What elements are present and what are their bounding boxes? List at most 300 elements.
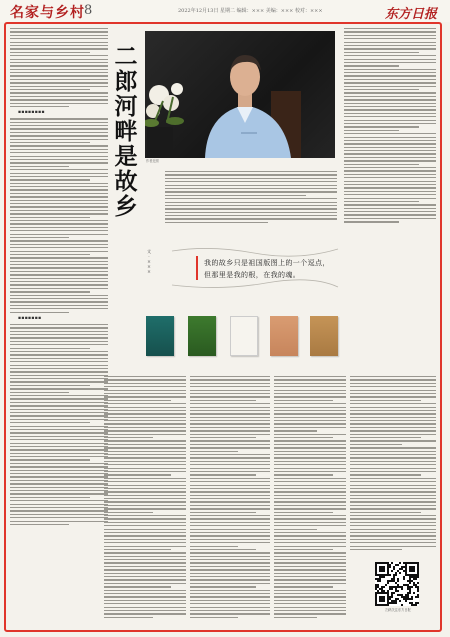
- text-line: [10, 31, 108, 32]
- text-line: [104, 579, 186, 580]
- text-line: [350, 383, 436, 384]
- text-line: [350, 546, 436, 547]
- text-line: [274, 386, 346, 387]
- text-line: [350, 488, 436, 489]
- title-char: 故: [114, 168, 138, 195]
- text-line: [10, 378, 108, 379]
- text-line: [10, 183, 108, 184]
- text-line: [104, 583, 186, 584]
- title-char: 郎: [114, 68, 138, 95]
- author-photo: [145, 31, 335, 158]
- text-line: [10, 156, 108, 157]
- flower-vase-icon: [145, 83, 184, 158]
- text-line: [350, 468, 436, 469]
- text-line: [10, 365, 108, 366]
- text-line: [104, 468, 186, 469]
- article-title: [113, 44, 139, 219]
- text-line: [344, 204, 436, 205]
- text-line: [274, 583, 346, 584]
- text-line: [104, 379, 186, 380]
- text-line: [10, 210, 108, 211]
- text-line: [274, 468, 346, 469]
- text-line: [350, 396, 436, 397]
- text-line: [274, 491, 346, 492]
- text-line: [274, 400, 333, 401]
- text-line: [10, 223, 108, 224]
- text-line: [350, 420, 436, 421]
- text-line: [274, 440, 346, 441]
- text-line: [10, 334, 108, 335]
- text-line: [10, 412, 108, 413]
- text-line: [10, 324, 108, 325]
- text-line: [190, 579, 270, 580]
- text-line: [344, 42, 436, 43]
- text-line: [10, 473, 108, 474]
- text-line: [190, 559, 270, 560]
- text-line: [274, 379, 346, 380]
- text-line: [344, 143, 436, 144]
- text-line: [104, 454, 186, 455]
- text-line: [274, 562, 346, 563]
- text-line: [104, 559, 186, 560]
- text-line: [10, 230, 108, 231]
- text-line: [190, 390, 270, 391]
- text-line: [10, 371, 108, 372]
- text-line: [10, 375, 108, 376]
- text-block: [10, 324, 108, 525]
- text-line: [274, 427, 346, 428]
- text-line: [10, 82, 108, 83]
- text-line: [190, 468, 270, 469]
- text-line: [104, 562, 186, 563]
- text-line: [10, 344, 108, 345]
- text-line: [10, 28, 108, 29]
- text-line: [10, 203, 108, 204]
- text-line: [104, 508, 186, 509]
- text-line: [190, 617, 238, 618]
- section-subheading: ▪▪▪▪▪▪▪: [18, 315, 42, 321]
- text-line: [274, 505, 346, 506]
- text-line: [350, 403, 436, 404]
- text-line: [274, 522, 346, 523]
- text-line: [10, 514, 108, 515]
- text-line: [350, 447, 436, 448]
- text-line: [274, 390, 346, 391]
- text-line: [10, 392, 69, 393]
- text-line: [165, 215, 337, 216]
- text-line: [190, 529, 270, 530]
- text-line: [190, 481, 270, 482]
- text-line: [10, 341, 108, 342]
- text-line: [274, 593, 346, 594]
- text-line: [274, 410, 346, 411]
- text-line: [104, 430, 186, 431]
- text-line: [104, 512, 153, 513]
- text-line: [104, 566, 186, 567]
- text-line: [350, 437, 421, 438]
- text-line: [344, 153, 436, 154]
- text-line: [274, 559, 346, 560]
- text-line: [10, 385, 90, 386]
- text-line: [190, 410, 270, 411]
- text-line: [190, 576, 270, 577]
- text-line: [165, 205, 337, 206]
- text-line: [10, 517, 108, 518]
- article-intro: [165, 171, 337, 225]
- text-line: [190, 457, 270, 458]
- text-line: [104, 603, 186, 604]
- text-line: [350, 461, 436, 462]
- text-line: [350, 478, 436, 479]
- text-line: [344, 82, 436, 83]
- text-line: [274, 451, 346, 452]
- pull-quote-line: 但那里是我的根，在我的魂。: [204, 271, 301, 279]
- text-line: [350, 434, 436, 435]
- text-line: [190, 512, 256, 513]
- text-line: [190, 495, 270, 496]
- text-line: [10, 179, 90, 180]
- section-title: 名家与乡村: [10, 5, 85, 21]
- text-line: [10, 38, 108, 39]
- body-text-column: [274, 376, 346, 626]
- text-line: [274, 407, 346, 408]
- newspaper-masthead: 东方日报: [385, 7, 438, 22]
- text-line: [190, 464, 270, 465]
- text-line: [10, 135, 108, 136]
- text-line: [344, 157, 436, 158]
- text-line: [274, 383, 346, 384]
- text-line: [274, 413, 346, 414]
- text-line: [10, 257, 108, 258]
- text-line: [10, 439, 108, 440]
- text-line: [165, 181, 337, 182]
- text-line: [350, 410, 436, 411]
- text-line: [10, 62, 108, 63]
- byline-char: ×: [147, 270, 151, 275]
- text-line: [350, 423, 436, 424]
- text-line: [104, 417, 186, 418]
- text-line: [10, 149, 108, 150]
- text-line: [274, 488, 346, 489]
- text-line: [165, 212, 337, 213]
- text-line: [274, 546, 346, 547]
- text-block: [10, 28, 108, 107]
- text-line: [165, 195, 306, 196]
- text-line: [274, 420, 346, 421]
- text-line: [190, 430, 270, 431]
- text-line: [344, 123, 436, 124]
- text-line: [190, 491, 270, 492]
- text-line: [165, 208, 337, 209]
- text-line: [350, 535, 436, 536]
- text-line: [190, 403, 270, 404]
- text-line: [104, 532, 186, 533]
- text-line: [350, 529, 436, 530]
- title-char: 二: [114, 43, 138, 70]
- text-line: [104, 495, 186, 496]
- text-line: [104, 461, 186, 462]
- text-line: [350, 471, 436, 472]
- text-line: [10, 176, 108, 177]
- text-line: [104, 485, 186, 486]
- text-line: [10, 278, 108, 279]
- text-line: [10, 395, 108, 396]
- text-line: [104, 403, 186, 404]
- title-char: 河: [114, 93, 138, 120]
- text-line: [10, 162, 108, 163]
- text-line: [104, 586, 171, 587]
- text-line: [274, 566, 346, 567]
- text-line: [10, 206, 108, 207]
- text-line: [104, 410, 186, 411]
- text-line: [344, 69, 436, 70]
- text-line: [10, 281, 108, 282]
- text-line: [274, 532, 346, 533]
- text-line: [10, 59, 108, 60]
- text-line: [10, 419, 108, 420]
- text-line: [104, 549, 171, 550]
- text-line: [10, 398, 108, 399]
- text-line: [104, 423, 186, 424]
- text-line: [190, 396, 270, 397]
- text-line: [10, 173, 108, 174]
- text-line: [190, 417, 270, 418]
- text-line: [344, 120, 436, 121]
- photo-caption: 作者近照: [146, 159, 159, 163]
- text-line: [104, 427, 186, 428]
- text-line: [104, 501, 186, 502]
- text-line: [274, 437, 333, 438]
- text-line: [104, 573, 186, 574]
- book-cover: [188, 316, 216, 356]
- text-line: [104, 539, 186, 540]
- text-line: [104, 552, 186, 553]
- text-line: [274, 613, 346, 614]
- text-line: [344, 79, 436, 80]
- text-line: [104, 437, 153, 438]
- text-line: [104, 515, 186, 516]
- text-line: [344, 147, 436, 148]
- text-line: [10, 237, 69, 238]
- text-line: [10, 429, 108, 430]
- text-line: [350, 444, 402, 445]
- text-line: [165, 171, 337, 172]
- text-line: [350, 379, 436, 380]
- text-line: [104, 576, 186, 577]
- text-line: [190, 518, 270, 519]
- text-line: [190, 542, 270, 543]
- text-line: [104, 471, 186, 472]
- text-line: [344, 218, 436, 219]
- text-line: [344, 174, 436, 175]
- text-line: [104, 546, 186, 547]
- text-line: [344, 89, 419, 90]
- text-line: [104, 474, 171, 475]
- text-line: [10, 487, 108, 488]
- text-line: [190, 407, 270, 408]
- text-line: [165, 198, 337, 199]
- text-line: [350, 532, 436, 533]
- text-line: [10, 166, 69, 167]
- text-line: [104, 569, 186, 570]
- quote-accent-bar: [196, 256, 198, 280]
- text-line: [274, 485, 346, 486]
- text-line: [10, 106, 69, 107]
- text-line: [10, 86, 108, 87]
- text-line: [344, 170, 436, 171]
- text-line: [350, 390, 436, 391]
- text-line: [344, 137, 436, 138]
- text-line: [190, 532, 270, 533]
- text-line: [350, 454, 436, 455]
- text-line: [190, 583, 270, 584]
- text-line: [344, 86, 436, 87]
- text-line: [10, 284, 108, 285]
- text-line: [104, 464, 186, 465]
- text-line: [350, 498, 436, 499]
- text-line: [190, 549, 256, 550]
- text-line: [350, 464, 436, 465]
- text-line: [344, 116, 436, 117]
- page-header: [0, 0, 450, 22]
- text-line: [350, 417, 436, 418]
- text-line: [190, 437, 256, 438]
- text-line: [190, 613, 270, 614]
- article-byline: [146, 250, 152, 275]
- text-line: [274, 579, 346, 580]
- text-line: [10, 42, 108, 43]
- text-line: [165, 222, 268, 223]
- text-line: [190, 434, 270, 435]
- text-line: [344, 62, 436, 63]
- text-line: [350, 481, 436, 482]
- text-line: [190, 556, 270, 557]
- text-line: [274, 525, 346, 526]
- text-line: [10, 348, 90, 349]
- text-line: [350, 539, 436, 540]
- text-line: [344, 99, 436, 100]
- body-text-column: [190, 376, 270, 626]
- text-line: [274, 481, 346, 482]
- text-line: [274, 617, 317, 618]
- text-line: [274, 539, 346, 540]
- text-line: [190, 586, 256, 587]
- text-line: [10, 45, 108, 46]
- text-line: [344, 150, 436, 151]
- text-line: [10, 240, 108, 241]
- header-meta: 2022年12月13日 星期二 编辑：××× 美编：××× 校对：×××: [178, 8, 323, 14]
- text-line: [104, 529, 186, 530]
- book-covers: [146, 316, 341, 356]
- text-line: [10, 305, 108, 306]
- text-line: [350, 522, 436, 523]
- text-line: [190, 420, 270, 421]
- text-line: [344, 191, 436, 192]
- text-line: [344, 211, 436, 212]
- text-line: [190, 393, 270, 394]
- text-line: [10, 463, 108, 464]
- text-line: [344, 194, 436, 195]
- text-line: [104, 376, 186, 377]
- text-line: [10, 521, 108, 522]
- text-line: [10, 312, 69, 313]
- text-line: [10, 422, 90, 423]
- text-line: [104, 386, 186, 387]
- text-line: [344, 133, 436, 134]
- text-line: [344, 201, 419, 202]
- text-line: [10, 500, 108, 501]
- text-line: [10, 159, 108, 160]
- text-line: [190, 454, 270, 455]
- text-line: [10, 432, 108, 433]
- text-line: [104, 617, 153, 618]
- text-line: [10, 247, 108, 248]
- text-line: [10, 89, 90, 90]
- section-subheading: ▪▪▪▪▪▪▪▪: [18, 110, 45, 116]
- text-line: [274, 447, 346, 448]
- text-line: [274, 501, 346, 502]
- text-line: [104, 525, 186, 526]
- text-line: [274, 512, 333, 513]
- text-line: [274, 403, 346, 404]
- text-line: [10, 254, 90, 255]
- text-line: [10, 193, 108, 194]
- text-line: [10, 415, 108, 416]
- text-line: [10, 189, 108, 190]
- text-line: [190, 600, 270, 601]
- qr-caption: 扫码关注东方日报: [385, 608, 411, 612]
- text-line: [190, 535, 270, 536]
- text-line: [104, 393, 186, 394]
- text-line: [104, 556, 186, 557]
- text-line: [344, 130, 399, 131]
- text-line: [10, 234, 108, 235]
- text-line: [10, 103, 108, 104]
- text-line: [165, 218, 337, 219]
- text-line: [10, 368, 108, 369]
- text-line: [10, 298, 108, 299]
- text-line: [274, 610, 346, 611]
- text-line: [10, 351, 108, 352]
- text-line: [104, 505, 186, 506]
- text-line: [104, 518, 186, 519]
- text-line: [10, 196, 108, 197]
- text-line: [10, 388, 108, 389]
- text-line: [165, 174, 337, 175]
- text-line: [10, 409, 108, 410]
- book-cover: [310, 316, 338, 356]
- text-line: [350, 474, 421, 475]
- text-line: [344, 48, 436, 49]
- text-line: [350, 525, 436, 526]
- text-line: [190, 562, 270, 563]
- text-line: [344, 184, 436, 185]
- text-line: [104, 413, 186, 414]
- text-line: [274, 549, 333, 550]
- text-line: [350, 457, 436, 458]
- text-line: [274, 576, 346, 577]
- text-line: [190, 573, 270, 574]
- text-line: [190, 508, 270, 509]
- byline-char: ×: [147, 265, 151, 270]
- text-line: [10, 55, 108, 56]
- text-line: [274, 444, 346, 445]
- text-line: [350, 512, 421, 513]
- book-cover: [146, 316, 174, 356]
- text-line: [10, 524, 69, 525]
- text-line: [10, 118, 108, 119]
- text-line: [344, 59, 436, 60]
